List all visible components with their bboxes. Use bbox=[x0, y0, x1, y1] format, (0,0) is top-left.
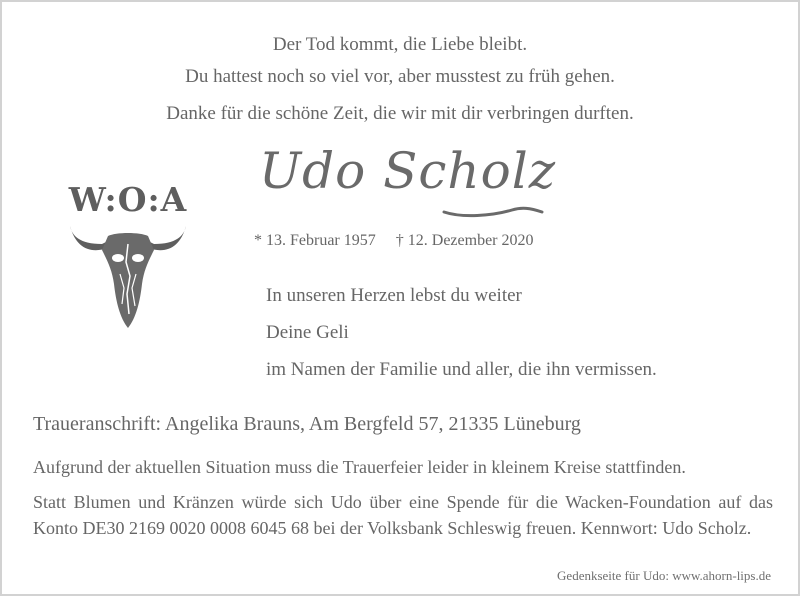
quote-line-1: Der Tod kommt, die Liebe bleibt. bbox=[272, 34, 528, 55]
condolence-address: Traueranschrift: Angelika Brauns, Am Bergfeld 57, 21335 Lüneburg bbox=[33, 413, 581, 435]
death-date: 12. Dezember 2020 bbox=[407, 232, 534, 249]
signature-line-3: im Namen der Familie und aller, die ihn vermissen. bbox=[266, 359, 657, 380]
quote-line-3: Danke für die schöne Zeit, die wir mit dir verbringen durften. bbox=[166, 103, 634, 124]
quote-line-2: Du hattest noch so viel vor, aber musstest zu früh gehen. bbox=[185, 66, 615, 87]
woa-logo bbox=[50, 180, 208, 336]
signature-line-1: In unseren Herzen lebst du weiter bbox=[266, 285, 522, 306]
life-dates bbox=[254, 232, 534, 250]
logo-text: W:O:A bbox=[68, 180, 188, 219]
signature-line-2: Deine Geli bbox=[266, 322, 349, 343]
deceased-name: Udo Scholz bbox=[259, 142, 557, 200]
death-marker: † bbox=[395, 232, 404, 249]
memorial-page-link[interactable]: Gedenkseite für Udo: www.ahorn-lips.de bbox=[557, 568, 771, 583]
birth-date: 13. Februar 1957 bbox=[266, 232, 376, 249]
birth-marker: * bbox=[254, 232, 262, 249]
name-underline-flourish bbox=[442, 198, 546, 222]
funeral-notice: Aufgrund der aktuellen Situation muss die Trauerfeier leider in kleinem Kreise stattfinden. bbox=[33, 457, 686, 477]
donation-request: Statt Blumen und Kränzen würde sich Udo über eine Spende für die Wacken-Foundation auf das Konto DE30 2169 0020 0008 6045 68 bei der Volksbank Schleswig freuen. Kennwort: Udo Scholz. bbox=[33, 492, 773, 538]
bull-skull-icon bbox=[50, 214, 206, 334]
